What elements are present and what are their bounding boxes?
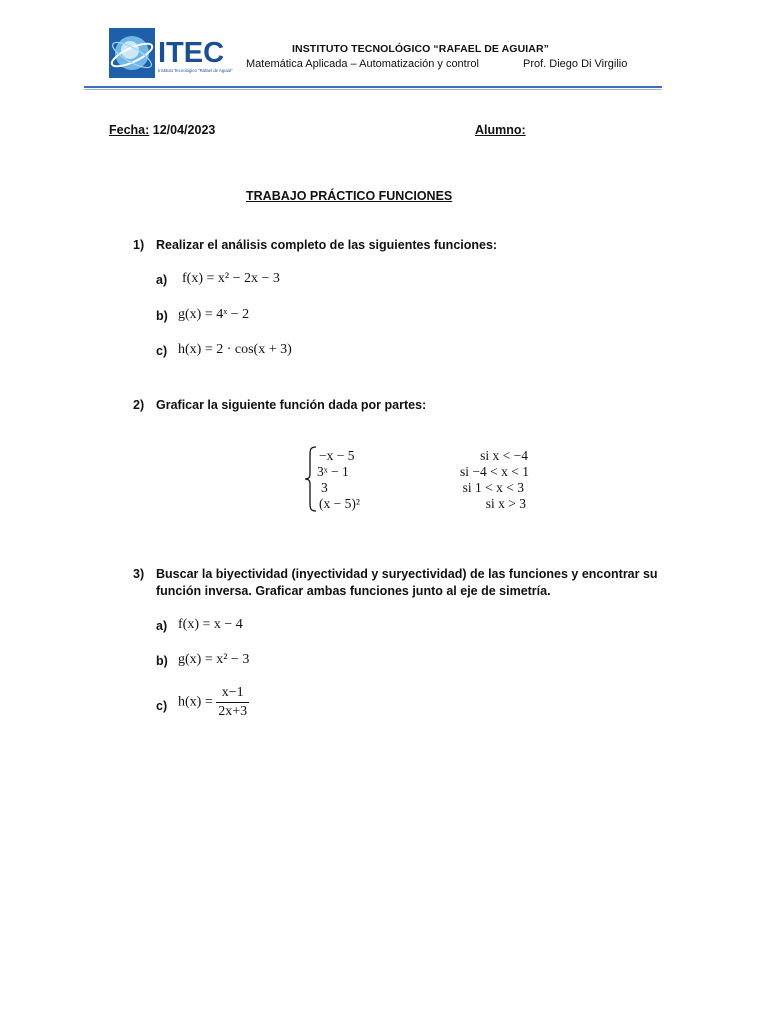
q3-item-b-expr: g(x) = x² − 3	[178, 652, 250, 667]
piece-1-expr: −x − 5	[319, 448, 355, 463]
q2-number: 2)	[133, 398, 145, 412]
q1-number: 1)	[133, 238, 145, 252]
student-label: Alumno:	[475, 123, 526, 137]
piece-3-expr: 3	[321, 480, 328, 495]
page-title: TRABAJO PRÁCTICO FUNCIONES	[246, 189, 453, 203]
professor-name: Prof. Diego Di Virgilio	[523, 58, 628, 70]
course-name: Matemática Aplicada – Automatización y control	[246, 58, 479, 70]
institution-name: INSTITUTO TECNOLÓGICO “RAFAEL DE AGUIAR”	[292, 43, 549, 55]
q3-item-a-label: a)	[156, 619, 168, 633]
piece-1-cond: si x < −4	[480, 448, 528, 463]
itec-logo-icon	[108, 27, 233, 79]
piece-4-cond: si x > 3	[485, 496, 526, 511]
date-field	[109, 123, 215, 137]
q1-item-b-label: b)	[156, 309, 168, 323]
q1-text: Realizar el análisis completo de las siguientes funciones:	[156, 238, 498, 252]
q1-item-b-expr: g(x) = 4ˣ − 2	[178, 307, 250, 322]
fraction-numerator: x−1	[216, 685, 249, 703]
logo-subtext: Instituto Tecnológico "Rafael de Aguiar"	[158, 68, 233, 73]
q3-item-c-label: c)	[156, 699, 168, 713]
piece-2-expr: 3ˣ − 1	[317, 464, 349, 479]
logo-text: ITEC	[158, 37, 225, 69]
q3-item-c-expr	[178, 685, 249, 720]
header-rule-thin	[84, 89, 662, 90]
q3-item-a-expr: f(x) = x − 4	[178, 617, 243, 632]
piecewise-brace-icon	[304, 446, 318, 512]
q1-item-c-label: c)	[156, 344, 168, 358]
q3-text-line1: Buscar la biyectividad (inyectividad y suryectividad) de las funciones y encontrar su	[156, 567, 658, 581]
q3-text-line2: función inversa. Graficar ambas funciones junto al eje de simetría.	[156, 584, 551, 598]
q1-item-a-label: a)	[156, 273, 168, 287]
q1-item-a-expr: f(x) = x² − 2x − 3	[182, 271, 280, 286]
piece-3-cond: si 1 < x < 3	[462, 480, 524, 495]
q3-number: 3)	[133, 567, 145, 581]
q2-text: Graficar la siguiente función dada por partes:	[156, 398, 427, 412]
fraction	[216, 685, 249, 720]
fraction-denominator: 2x+3	[218, 704, 248, 719]
piece-2-cond: si −4 < x < 1	[460, 464, 529, 479]
header-rule	[84, 86, 662, 88]
date-label: Fecha:	[109, 123, 150, 137]
q3-item-c-lhs: h(x) =	[178, 694, 213, 710]
q3-item-b-label: b)	[156, 654, 168, 668]
itec-logo	[108, 27, 233, 79]
q1-item-c-expr: h(x) = 2 · cos(x + 3)	[178, 342, 292, 357]
piece-4-expr: (x − 5)²	[319, 496, 360, 511]
date-value: 12/04/2023	[152, 123, 216, 137]
